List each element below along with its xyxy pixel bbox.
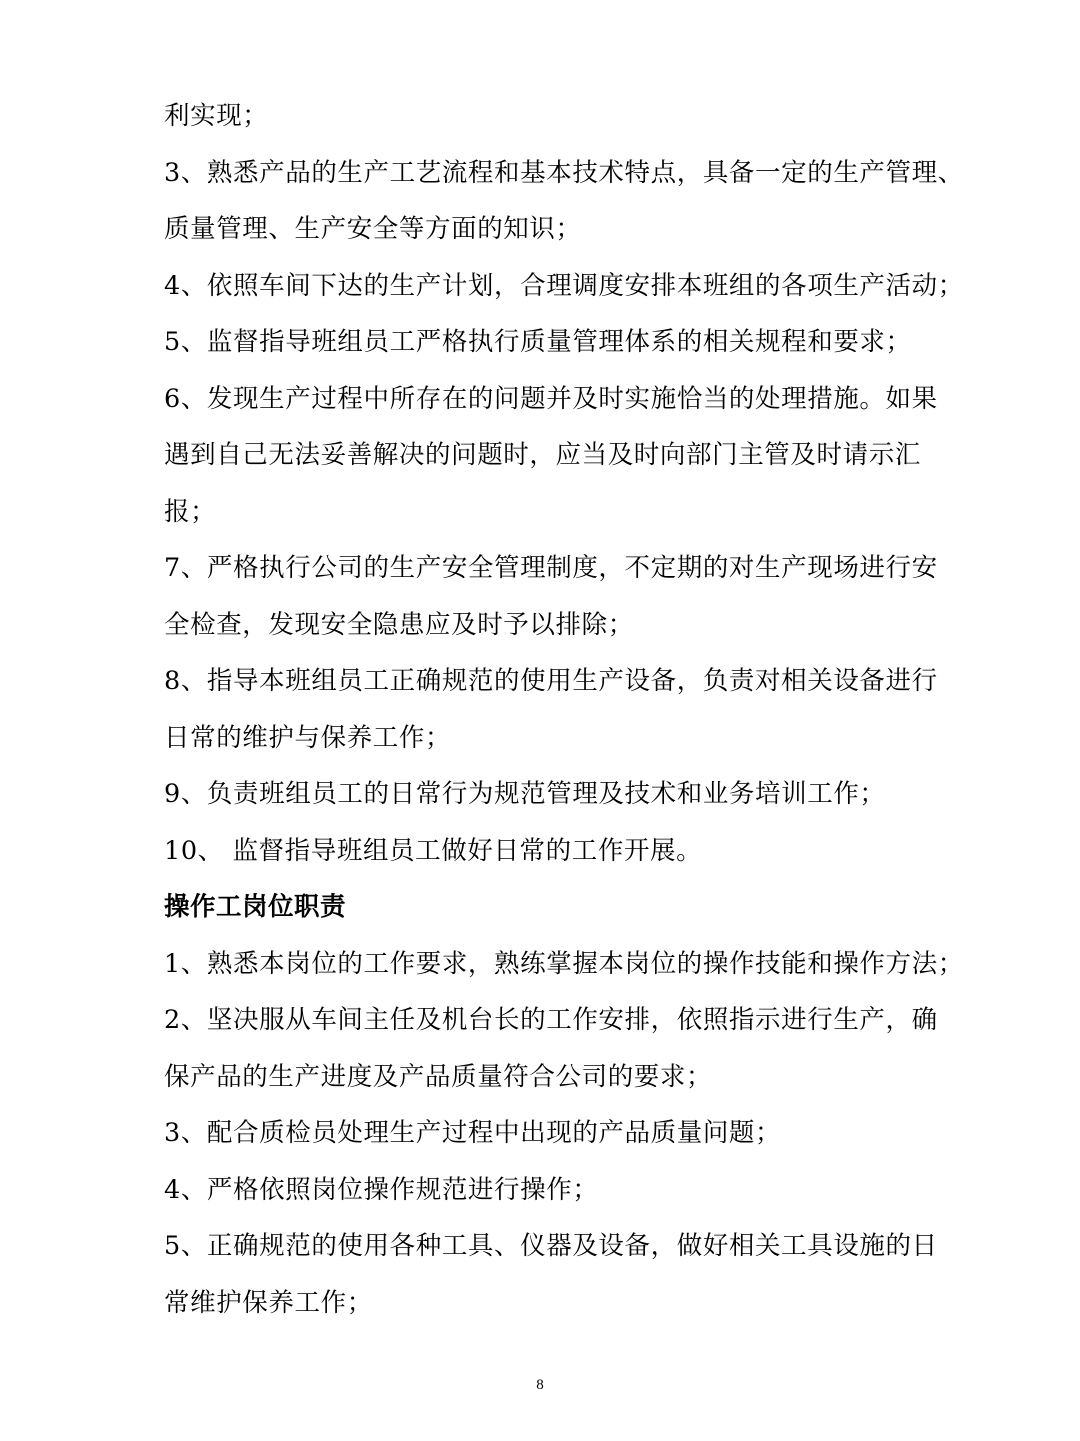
text-line: 5、正确规范的使用各种工具、仪器及设备，做好相关工具设施的日 (164, 1231, 938, 1261)
text-line: 5、监督指导班组员工严格执行质量管理体系的相关规程和要求； (164, 327, 912, 357)
text-line: 2、坚决服从车间主任及机台长的工作安排，依照指示进行生产，确 (164, 1005, 938, 1035)
text-line: 3、熟悉产品的生产工艺流程和基本技术特点，具备一定的生产管理、 (164, 158, 964, 188)
text-line: 日常的维护与保养工作； (164, 723, 452, 753)
text-line: 9、负责班组员工的日常行为规范管理及技术和业务培训工作； (164, 779, 886, 809)
text-line: 10、 监督指导班组员工做好日常的工作开展。 (164, 836, 703, 866)
text-line: 常维护保养工作； (164, 1288, 373, 1318)
text-line: 全检查，发现安全隐患应及时予以排除； (164, 610, 634, 640)
text-line: 6、发现生产过程中所存在的问题并及时实施恰当的处理措施。如果 (164, 384, 938, 414)
text-line: 8、指导本班组员工正确规范的使用生产设备，负责对相关设备进行 (164, 666, 938, 696)
text-line: 4、严格依照岗位操作规范进行操作； (164, 1175, 599, 1205)
text-line: 报； (164, 497, 217, 527)
text-line: 3、配合质检员处理生产过程中出现的产品质量问题； (164, 1118, 782, 1148)
text-line: 4、依照车间下达的生产计划，合理调度安排本班组的各项生产活动； (164, 271, 964, 301)
text-line: 遇到自己无法妥善解决的问题时，应当及时向部门主管及时请示汇 (164, 440, 921, 470)
page-number: 8 (536, 1377, 544, 1393)
text-line: 保产品的生产进度及产品质量符合公司的要求； (164, 1062, 713, 1092)
text-line: 利实现； (164, 101, 269, 131)
text-line: 7、严格执行公司的生产安全管理制度，不定期的对生产现场进行安 (164, 553, 938, 583)
text-line: 质量管理、生产安全等方面的知识； (164, 214, 582, 244)
section-heading: 操作工岗位职责 (164, 892, 347, 922)
text-line: 1、熟悉本岗位的工作要求，熟练掌握本岗位的操作技能和操作方法； (164, 949, 964, 979)
